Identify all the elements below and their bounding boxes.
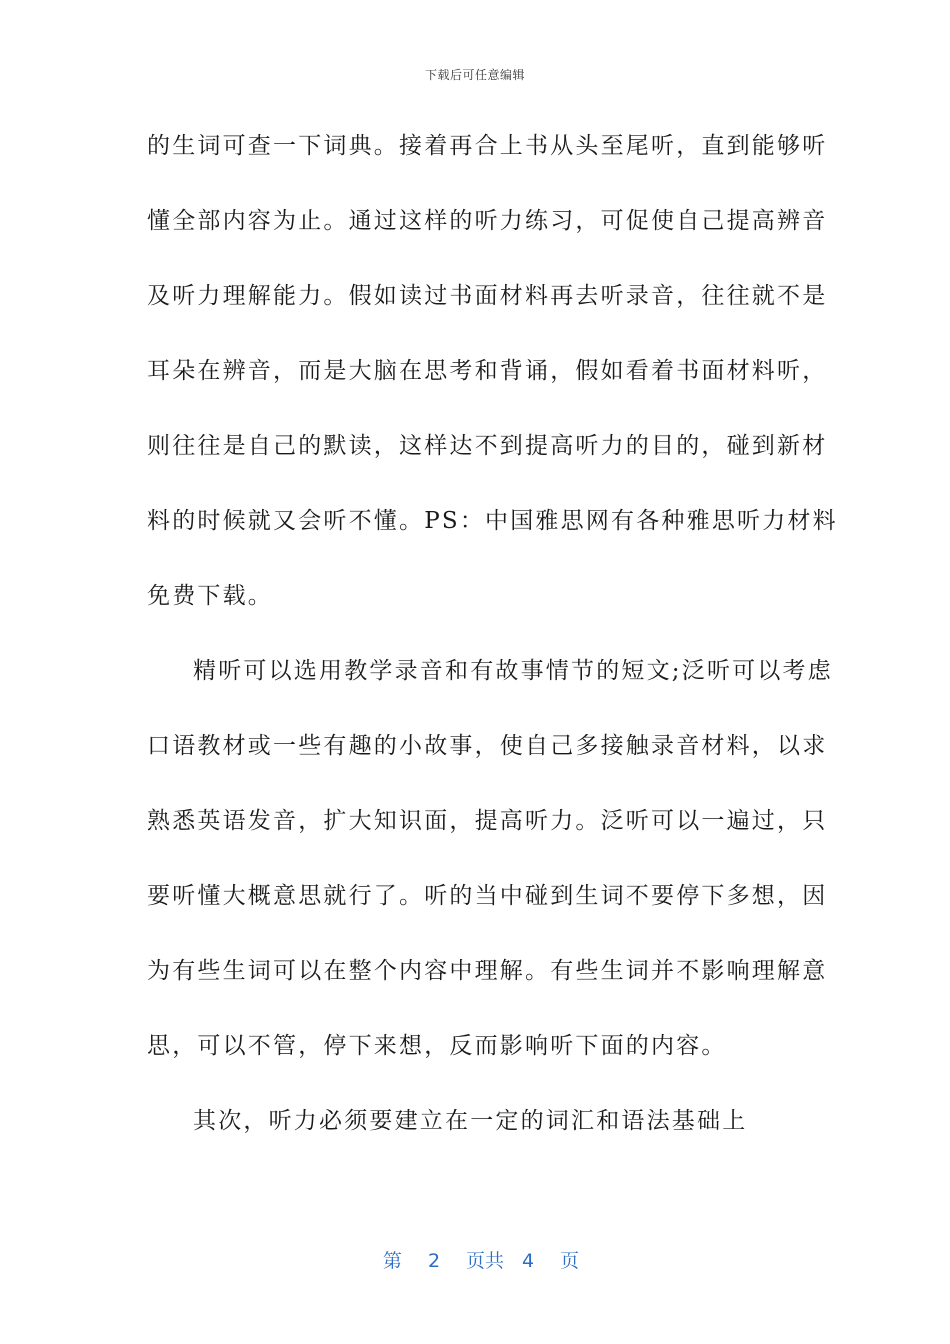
page-footer: [0, 1224, 950, 1273]
body-line: 免费下载。: [147, 583, 273, 609]
paragraph-first-line: 其次，听力必须要建立在一定的词汇和语法基础上: [193, 1108, 748, 1134]
body-line: 为有些生词可以在整个内容中理解。有些生词并不影响理解意: [147, 958, 828, 984]
body-line: 则往往是自己的默读，这样达不到提高听力的目的，碰到新材: [147, 433, 828, 459]
body-line: 料的时候就又会听不懂。PS：中国雅思网有各种雅思听力材料: [147, 508, 838, 534]
footer-prefix: 第: [382, 1250, 402, 1272]
footer-middle: 页共: [466, 1250, 505, 1272]
footer-suffix: 页: [560, 1250, 580, 1272]
body-line: 懂全部内容为止。通过这样的听力练习，可促使自己提高辨音: [147, 208, 828, 234]
body-line: 及听力理解能力。假如读过书面材料再去听录音，往往就不是: [147, 283, 828, 309]
document-body: [147, 118, 838, 1168]
body-line: 耳朵在辨音，而是大脑在思考和背诵，假如看着书面材料听，: [147, 358, 828, 384]
body-line: 的生词可查一下词典。接着再合上书从头至尾听，直到能够听: [147, 133, 828, 159]
body-line: 熟悉英语发音，扩大知识面，提高听力。泛听可以一遍过，只: [147, 808, 828, 834]
body-line: 口语教材或一些有趣的小故事，使自己多接触录音材料，以求: [147, 733, 828, 759]
body-line: 要听懂大概意思就行了。听的当中碰到生词不要停下多想，因: [147, 883, 828, 909]
body-line: 思，可以不管，停下来想，反而影响听下面的内容。: [147, 1033, 727, 1059]
paragraph-first-line: 精听可以选用教学录音和有故事情节的短文;泛听可以考虑: [193, 658, 833, 684]
page-header: 下载后可任意编辑: [424, 68, 525, 82]
current-page-number: 2: [427, 1250, 441, 1272]
total-pages-number: 4: [522, 1250, 535, 1272]
